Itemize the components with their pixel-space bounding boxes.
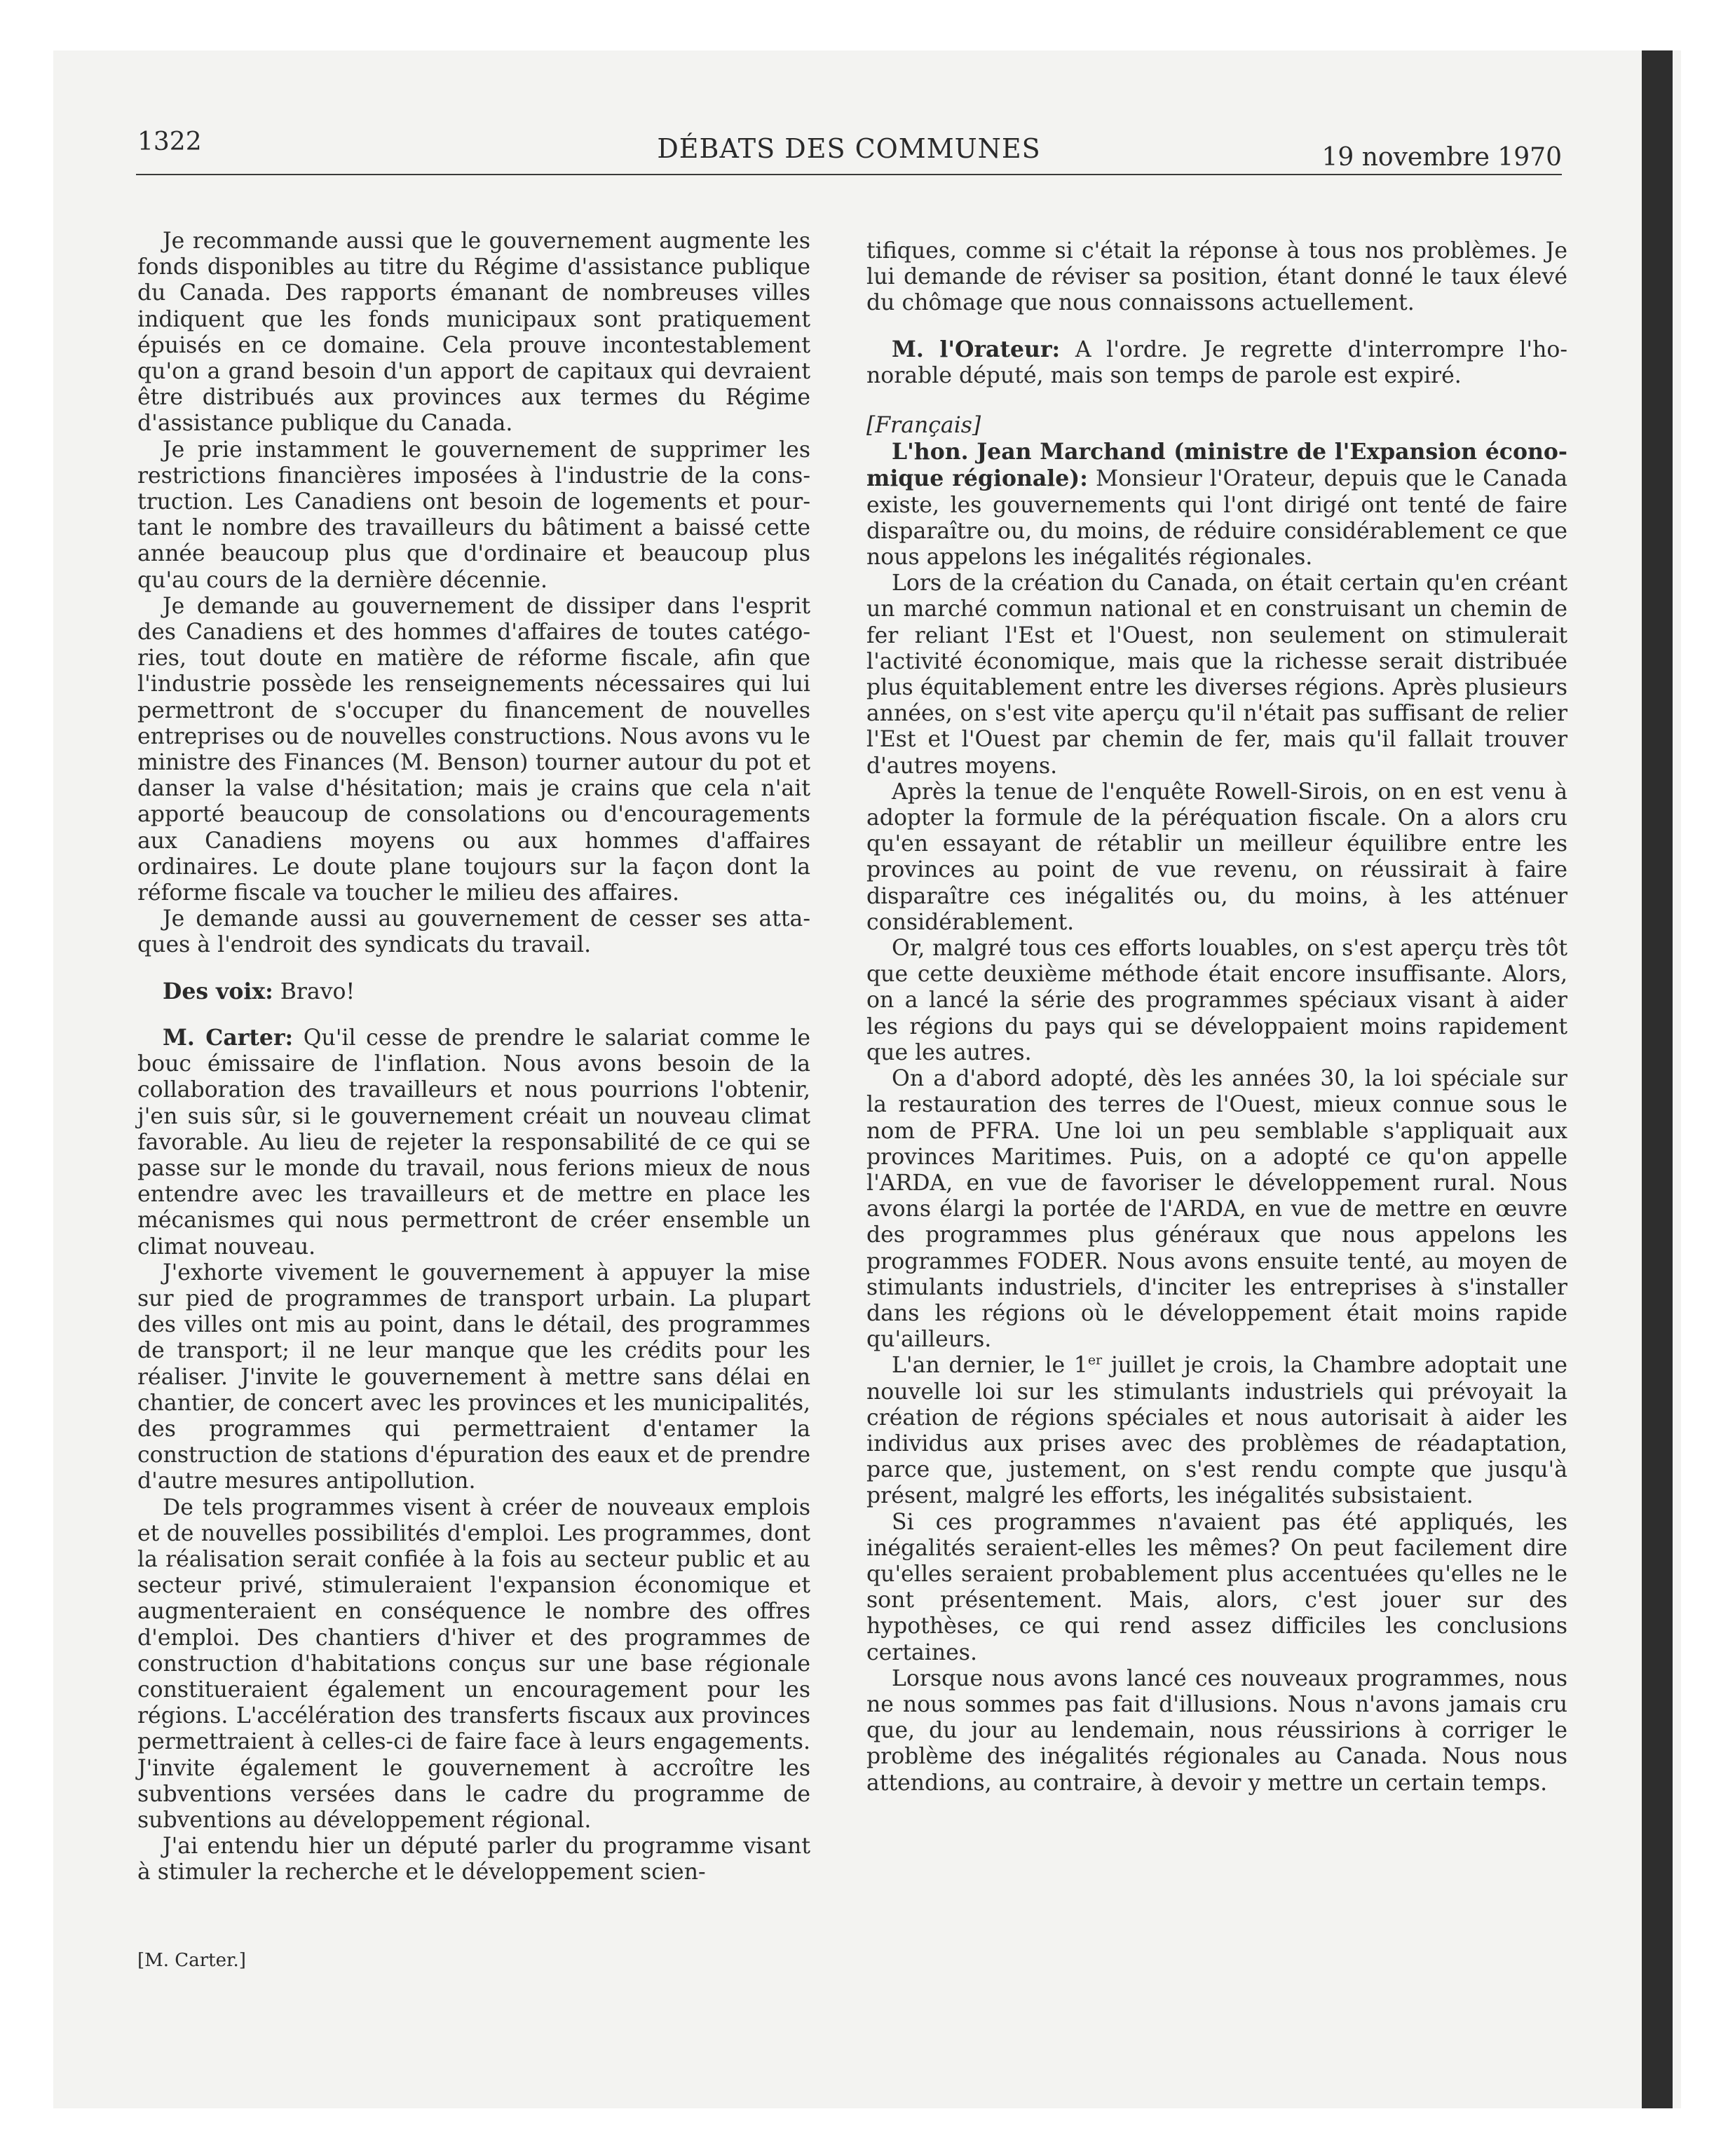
page-date: 19 novembre 1970 [1321,143,1562,172]
speech-text: A l'ordre. Je regrette d'interrompre l'honorable député, mais son temps de parole est expiré. [866,336,1568,388]
text-run: L'an dernier, le 1 [892,1353,1088,1379]
interjection-text: Bravo! [280,978,355,1004]
paragraph: On a d'abord adopté, dès les années 30, la loi spéciale sur la restauration des terres de l'Ouest, mieux connue sous le nom de PFRA. Une loi un peu semblable s'appliquait aux provinces Maritimes. Puis, on a adopté ce qu'on appelle l'ARDA, en vue de favoriser le développement rural. Nous avons élargi la portée de l'ARDA, en vue de mettre en œuvre des programmes plus généraux que nous appelons les programmes FODER. Nous avons ensuite tenté, au moyen de stimulants industriels, d'inciter les entreprises à s'installer dans les régions où le développement était moins rapide qu'ailleurs. [866,1066,1567,1353]
paragraph: J'exhorte vivement le gouvernement à appuyer la mise sur pied de programmes de transport urbain. La plupart des villes ont mis au point, dans le détail, des programmes de transport; il ne leur manque que les crédits pour les réaliser. J'invite le gouvernement à mettre sans délai en chantier, de concert avec les provinces et les municipalités, des programmes qui permettraient d'entamer la construction de stations d'épuration des eaux et de prendre d'autre mesures antipollution. [137,1260,810,1494]
right-column [866,238,1567,1796]
paragraph [866,1353,1567,1509]
paragraph: Si ces programmes n'avaient pas été appliqués, les inégalités seraient-elles les mêmes? On peut facilement dire qu'elles seraient probablement plus accentuées qu'elles ne le sont présentement. Mais, alors, c'est jouer sur des hypothèses, ce qui rend assez difficiles les conclusions certaines. [866,1509,1567,1665]
paragraph: Je recommande aussi que le gouvernement augmente les fonds disponibles au titre du Régime d'assistance publique du Canada. Des rapports émanant de nombreuses villes indiquent que les fonds municipaux sont pratiquement épuisés en ce domaine. Cela prouve incontestablement qu'on a grand besoin d'un apport de capitaux qui devraient être distribués aux provinces aux termes du Régime d'assistance publique du Canada. [137,228,810,437]
speaker-name: L'hon. Jean Marchand (ministre de l'Expansion économique régionale): [866,439,1567,492]
speech-text: Qu'il cesse de prendre le salariat comme le bouc émissaire de l'inflation. Nous avons besoin de la collaboration des travailleurs et nous pourrions l'obtenir, j'en suis sûr, si le gouvernement créait un nouveau climat favorable. Au lieu de rejeter la responsabilité de ce qui se passe sur le monde du travail, nous ferions mieux de nous entendre avec les travailleurs et de mettre en place les mécanismes qui nous permettront de créer ensemble un climat nouveau. [137,1025,810,1260]
paragraph: Après la tenue de l'enquête Rowell-Sirois, on en est venu à adopter la formule de la péréquation fiscale. On a alors cru qu'en essayant de rétablir un meilleur équilibre entre les provinces au point de vue revenu, on réussirait à faire disparaître ces inégalités ou, du moins, à les atténuer considérablement. [866,779,1567,935]
speaker-name: M. Carter: [163,1024,294,1051]
scan-edge-shadow [1642,50,1673,2108]
language-note: [Français] [866,413,981,439]
paragraph: De tels programmes visent à créer de nouveaux emplois et de nouvelles possibilités d'emploi. Les programmes, dont la réalisation serait confiée à la fois au secteur public et au secteur privé, stimuleraient l'expansion économique et augmenteraient en conséquence le nombre des offres d'emploi. Des chantiers d'hiver et des programmes de construction d'habitations conçus sur une base régionale constitueraient également un encouragement pour les régions. L'accélération des transferts fiscaux aux provinces permettraient à celles-ci de faire face à leurs engagements. J'invite également le gouvernement à accroître les subventions versées dans le cadre du programme de subventions au développement régional. [137,1494,810,1833]
paragraph: J'ai entendu hier un député parler du programme visant à stimuler la recherche et le développement scien- [137,1834,810,1885]
paragraph: Or, malgré tous ces efforts louables, on s'est aperçu très tôt que cette deuxième méthode était encore insuffisante. Alors, on a lancé la série des programmes spéciaux visant à aider les régions du pays qui se développaient moins rapidement que les autres. [866,936,1567,1065]
ordinal-superscript: er [1087,1352,1103,1368]
paragraph: tifiques, comme si c'était la réponse à tous nos problèmes. Je lui demande de réviser sa position, étant donné le taux élevé du chômage que nous connaissons actuellement. [866,238,1567,316]
paragraph: Lors de la création du Canada, on était certain qu'en créant un marché commun national et en construisant un chemin de fer reliant l'Est et l'Ouest, non seulement on stimulerait l'activité économique, mais que la richesse serait distribuée plus équitablement entre les diverses régions. Après plusieurs années, on s'est vite aperçu qu'il n'était pas suffisant de relier l'Est et l'Ouest par chemin de fer, mais qu'il fallait trouver d'autres moyens. [866,571,1567,779]
speech-orateur [866,336,1567,389]
paragraph: Je demande aussi au gouvernement de cesser ses attaques à l'endroit des syndicats du travail. [137,906,810,958]
speaker-name: M. l'Orateur: [892,336,1061,362]
running-title: DÉBATS DES COMMUNES [657,133,1041,164]
page-header [136,123,1562,175]
speech-text: Monsieur l'Orateur, depuis que le Canada existe, les gouvernements qui l'ont dirigé ont tenté de faire disparaître ou, du moins, de réduire considérablement ce que nous appelons les inégalités régionales. [866,466,1567,571]
paragraph: Je prie instamment le gouvernement de supprimer les restrictions financières imposées à l'industrie de la construction. Les Canadiens ont besoin de logements et pourtant le nombre des travailleurs du bâtiment a baissé cette année beaucoup plus que d'ordinaire et beaucoup plus qu'au cours de la dernière décennie. [137,437,810,593]
speaker-name: Des voix: [163,978,273,1004]
text-run: juillet je crois, la Chambre adoptait une nouvelle loi sur les stimulants industriels qui prévoyait la création de régions spéciales et nous autorisait à aider les individus aux prises avec des problèmes de réadaptation, parce que, justement, on s'est rendu compte que jusqu'à présent, malgré les efforts, les inégalités subsistaient. [866,1353,1568,1509]
page-number: 1322 [137,128,202,156]
paragraph: Je demande au gouvernement de dissiper dans l'esprit des Canadiens et des hommes d'affaires de toutes catégories, tout doute en matière de réforme fiscale, afin que l'industrie possède les renseignements nécessaires qui lui permettront de s'occuper du financement de nouvelles entreprises ou de nouvelles constructions. Nous avons vu le ministre des Finances (M. Benson) tourner autour du pot et danser la valse d'hésitation; mais je crains que cela n'ait apporté beaucoup de consolations ou d'encouragements aux Canadiens moyens ou aux hommes d'affaires ordinaires. Le doute plane toujours sur la façon dont la réforme fiscale va toucher le milieu des affaires. [137,593,810,906]
left-column [137,228,810,1886]
speech-marchand [866,439,1567,571]
speech-carter [137,1025,810,1260]
interjection [137,978,810,1005]
speaker-attribution: [M. Carter.] [137,1950,246,1971]
paragraph: Lorsque nous avons lancé ces nouveaux programmes, nous ne nous sommes pas fait d'illusions. Nous n'avons jamais cru que, du jour au lendemain, nous réussirions à corriger le problème des inégalités régionales au Canada. Nous nous attendions, au contraire, à devoir y mettre un certain temps. [866,1665,1567,1796]
